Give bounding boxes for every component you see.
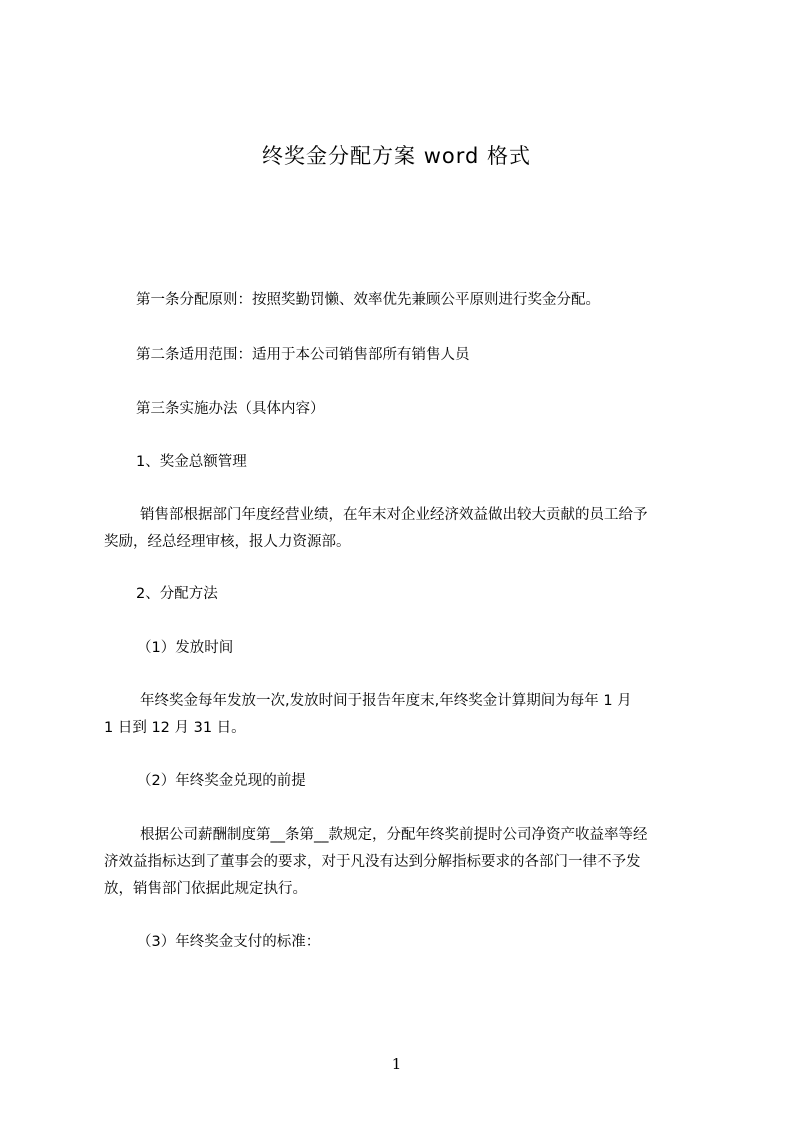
paragraph-bonus-total-line-2: 奖励，经总经理审核，报人力资源部。 xyxy=(104,534,351,550)
subheading-payment-time: （1）发放时间 xyxy=(137,640,234,656)
paragraph-payment-time-line-1: 年终奖金每年发放一次,发放时间于报告年度末,年终奖金计算期间为每年 1 月 xyxy=(140,693,632,709)
subheading-premise: （2）年终奖金兑现的前提 xyxy=(137,773,306,789)
paragraph-article-2: 第二条适用范围：适用于本公司销售部所有销售人员 xyxy=(136,347,470,363)
paragraph-premise-line-2: 济效益指标达到了董事会的要求，对于凡没有达到分解指标要求的各部门一律不予发 xyxy=(104,854,641,870)
paragraph-article-1: 第一条分配原则：按照奖勤罚懒、效率优先兼顾公平原则进行奖金分配。 xyxy=(136,292,600,308)
document-title: 终奖金分配方案 word 格式 xyxy=(262,144,531,168)
paragraph-premise-line-1: 根据公司薪酬制度第__条第__款规定，分配年终奖前提时公司净资产收益率等经 xyxy=(140,827,648,843)
heading-bonus-total: 1、奖金总额管理 xyxy=(136,454,247,470)
paragraph-payment-time-line-2: 1 日到 12 月 31 日。 xyxy=(104,720,246,736)
paragraph-article-3: 第三条实施办法（具体内容） xyxy=(136,401,325,417)
paragraph-premise-line-3: 放，销售部门依据此规定执行。 xyxy=(104,881,307,897)
heading-distribution-method: 2、分配方法 xyxy=(136,586,218,602)
page-number: 1 xyxy=(391,1055,402,1073)
subheading-payment-standard: （3）年终奖金支付的标准： xyxy=(137,934,321,950)
paragraph-bonus-total-line-1: 销售部根据部门年度经营业绩，在年末对企业经济效益做出较大贡献的员工给予 xyxy=(140,507,648,523)
